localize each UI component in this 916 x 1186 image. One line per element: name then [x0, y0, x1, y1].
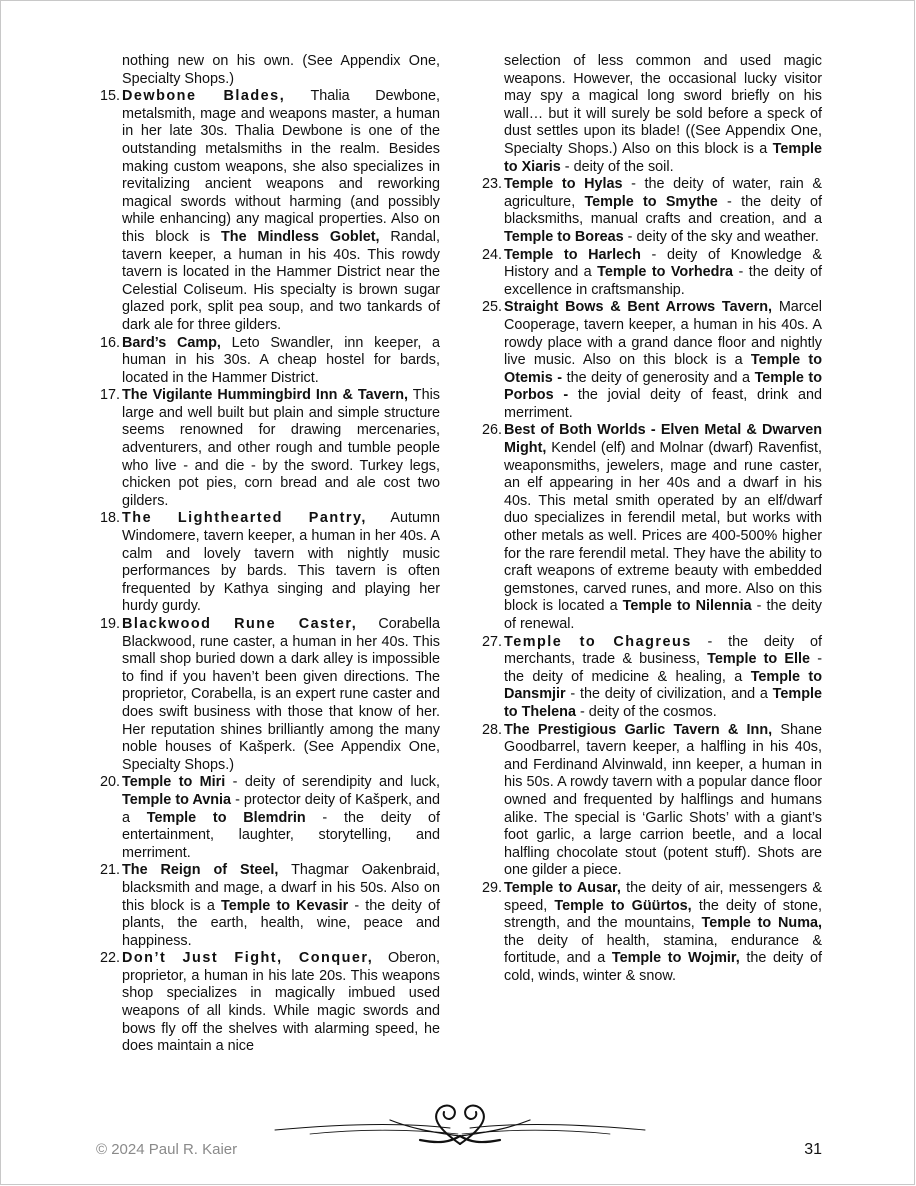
item-heading: The Lighthearted Pantry, [122, 510, 367, 527]
item-number: 20. [99, 774, 120, 791]
item-heading: Temple to Elle [707, 651, 811, 668]
item-text: Marcel Cooperage, tavern keeper, a human in his 40s. A rowdy place with a grand dance floor and nightly live music. Also on this block is a [504, 299, 822, 369]
left-column [99, 53, 441, 1056]
item-number: 16. [99, 334, 120, 351]
item-text: - the deity of renewal. [504, 598, 822, 632]
item-heading: Temple to Güürtos, [554, 897, 692, 914]
right-entry-list [481, 176, 823, 985]
item-text: the deity of cold, winds, winter & snow. [504, 950, 822, 984]
item-heading: Temple to Miri [122, 774, 226, 791]
right-list-item [481, 422, 822, 633]
right-intro-text: selection of less common and used magic weapons. However, the occasional lucky visitor may spy a magical long sword briefly on his wall… but it will surely be sold before a speck of dust settles upon its blade! ((See Appendix One, Specialty Shops.) Also on this block is a [504, 53, 822, 157]
item-text: - deity of the cosmos. [575, 703, 717, 720]
item-heading: Temple to Kevasir [220, 897, 349, 914]
item-text: - the deity of entertainment, laughter, storytelling, and merriment. [122, 809, 440, 861]
item-heading: Temple to Wojmir, [611, 950, 740, 967]
copyright-notice: © 2024 Paul R. Kaier [96, 1141, 238, 1158]
left-column-intro: nothing new on his own. (See Appendix One, Specialty Shops.) [122, 53, 440, 87]
right-list-item [481, 879, 822, 986]
item-heading: Straight Bows & Bent Arrows Tavern, [504, 299, 773, 316]
right-list-item [481, 721, 822, 880]
item-text: - the deity of excellence in craftsmanship. [504, 264, 822, 298]
item-heading: Temple to Dansmjir [504, 668, 822, 703]
item-text: the deity of air, messengers & speed, [504, 879, 822, 914]
item-heading: Temple to Blemdrin [146, 809, 306, 826]
item-text: Thalia Dewbone, metalsmith, mage and weapons master, a human in her late 30s. Thalia Dewbone is one of the outstanding metalsmiths in the realm. Besides making custom weapons, she also specializes in revitalizing ancient weapons and reworking magical swords without harming (and possibly while enhancing) any magical properties. Also on this block is [122, 88, 441, 245]
item-heading: Temple to Thelena [504, 686, 822, 720]
item-text: the deity of generosity and a [562, 369, 755, 386]
left-list-item [99, 510, 440, 616]
item-heading: The Prestigious Garlic Tavern & Inn, [504, 721, 773, 738]
item-text: - the deity of civilization, and a [565, 686, 773, 703]
left-list-item [99, 774, 440, 862]
right-list-item [481, 246, 822, 300]
item-number: 25. [481, 299, 502, 316]
item-number: 24. [481, 246, 502, 263]
item-number: 29. [481, 879, 502, 896]
item-text: Randal, tavern keeper, a human in his 40s. This rowdy tavern is located in the Hammer District near the Celestial Coliseum. His specialty is brown sugar glazed pork, split pea soup, and two tankards of dark ale for three gilders. [122, 228, 440, 333]
item-text: This large and well built but plain and simple structure seems renowned for drawing mercenaries, adventurers, and other rough and tumble people who live - and die - by the sword. Turkey legs, chicken pot pies, corn bread and ale cost two gilders. [122, 387, 440, 509]
left-list-item [99, 387, 440, 510]
item-text: - the deity of blacksmiths, manual crafts and creation, and a [504, 193, 822, 228]
item-heading: Temple to Porbos - [504, 369, 822, 404]
scroll-flourish-ornament-icon [270, 1100, 650, 1148]
item-text: - protector deity of Kašperk, and a [122, 791, 440, 826]
right-list-item [481, 633, 822, 722]
item-heading: Blackwood Rune Caster, [122, 616, 358, 632]
right-intro-bold: Temple to Xiaris [504, 140, 822, 175]
item-heading: The Vigilante Hummingbird Inn & Tavern, [122, 387, 409, 404]
item-heading: Temple to Harlech [504, 246, 641, 263]
item-text: the deity of health, stamina, endurance & fortitude, and a [504, 932, 822, 967]
item-text: - the deity of water, rain & agriculture, [504, 176, 823, 210]
item-number: 17. [99, 387, 120, 404]
item-heading: Temple to Chagreus [504, 633, 692, 650]
item-number: 22. [99, 950, 120, 967]
item-heading: Don’t Just Fight, Conquer, [122, 950, 374, 967]
item-text: - deity of the sky and weather. [623, 228, 819, 245]
item-heading: Best of Both Worlds - Elven Metal & Dwarven Might, [504, 422, 822, 457]
item-text: Leto Swandler, inn keeper, a human in his 30s. A cheap hostel for bards, located in the Hammer District. [122, 334, 441, 386]
item-number: 28. [481, 721, 502, 738]
item-heading: Temple to Hylas [504, 176, 623, 193]
left-list-item [99, 88, 441, 334]
item-heading: Temple to Vorhedra [597, 264, 734, 281]
item-text: - the deity of medicine & healing, a [504, 651, 822, 685]
item-text: Kendel (elf) and Molnar (dwarf) Ravenfist, weaponsmiths, jewelers, mage and rune caster, an elf appearing in her 40s and a dwarf in his 40s. This metal smith operated by an elf/dwarf duo specializes in ferendil metal, but works with other metals as well. Prices are 400-500% higher for the rare ferendil metal. They have the ability to craft weapons of extreme beauty with embedded gemstones, carved runes, and more. Also on this block is located a [504, 440, 822, 615]
right-column [481, 53, 823, 985]
item-heading: Temple to Numa, [701, 915, 822, 932]
item-text: - deity of Knowledge & History and a [504, 246, 822, 281]
item-number: 26. [481, 422, 502, 439]
left-list-item [99, 950, 440, 1056]
item-text: - deity of serendipity and luck, [225, 774, 440, 791]
item-text: Autumn Windomere, tavern keeper, a human in her 40s. A calm and lovely tavern with nightly music performances by bards. This tavern is often frequented by Kathya singing and playing her hurdy gurdy. [122, 510, 440, 615]
item-heading: The Mindless Goblet, [221, 228, 380, 245]
item-text: - the deity of plants, the earth, health, wine, peace and happiness. [122, 897, 440, 949]
item-number: 23. [481, 176, 502, 193]
item-text: the jovial deity of feast, drink and merriment. [504, 387, 822, 421]
item-heading: Temple to Ausar, [504, 879, 621, 896]
right-intro-end: - deity of the soil. [560, 158, 674, 175]
item-text: Oberon, proprietor, a human in his late 20s. This weapons shop specializes in magically imbued used weapons of all kinds. While magic swords and bows fly off the shelves with alarming speed, he does maintain a nice [122, 950, 440, 1055]
item-number: 19. [99, 616, 120, 632]
left-list-item [99, 616, 440, 774]
left-list-item [99, 334, 441, 388]
left-list-item [99, 862, 441, 950]
item-heading: Bard’s Camp, [122, 334, 221, 351]
item-number: 15. [99, 88, 120, 105]
right-list-item [481, 176, 823, 246]
item-heading: Temple to Otemis - [504, 352, 822, 386]
item-heading: Dewbone Blades, [122, 88, 286, 105]
item-number: 18. [99, 510, 120, 527]
right-list-item [481, 299, 822, 422]
item-text: Shane Goodbarrel, tavern keeper, a halfling in his 40s, and Ferdinand Alvinwald, inn keeper, a human in his 50s. A rowdy tavern with a popular dance floor owned and frequented by halflings and humans alike. The special is ‘Garlic Shots’ with a giant’s foot garlic, a large carrion beetle, and a local halfling chocolate stout (potent stuff). Shots are one gilder a piece. [504, 721, 822, 879]
item-text: - the deity of merchants, trade & business, [504, 633, 822, 668]
item-heading: Temple to Boreas [504, 228, 624, 245]
item-heading: The Reign of Steel, [122, 862, 279, 879]
left-entry-list [99, 88, 441, 1056]
right-column-intro [504, 53, 822, 176]
item-text: the deity of stone, strength, and the mountains, [504, 897, 822, 932]
item-text: Corabella Blackwood, rune caster, a human in her 40s. This small shop buried down a dark alley is impossible to find if you haven’t been given directions. The proprietor, Corabella, is an expert rune caster and does swift business with those that know of her. Her reputation shines brilliantly among the many noble houses of Kašperk. (See Appendix One, Specialty Shops.) [122, 616, 440, 773]
item-number: 27. [481, 633, 502, 650]
item-heading: Temple to Avnia [122, 791, 232, 808]
item-text: Thagmar Oakenbraid, blacksmith and mage, a dwarf in his 50s. Also on this block is a [122, 862, 441, 914]
item-heading: Temple to Smythe [584, 193, 718, 210]
item-number: 21. [99, 862, 120, 879]
item-heading: Temple to Nilennia [622, 598, 752, 615]
page-number: 31 [804, 1141, 822, 1158]
